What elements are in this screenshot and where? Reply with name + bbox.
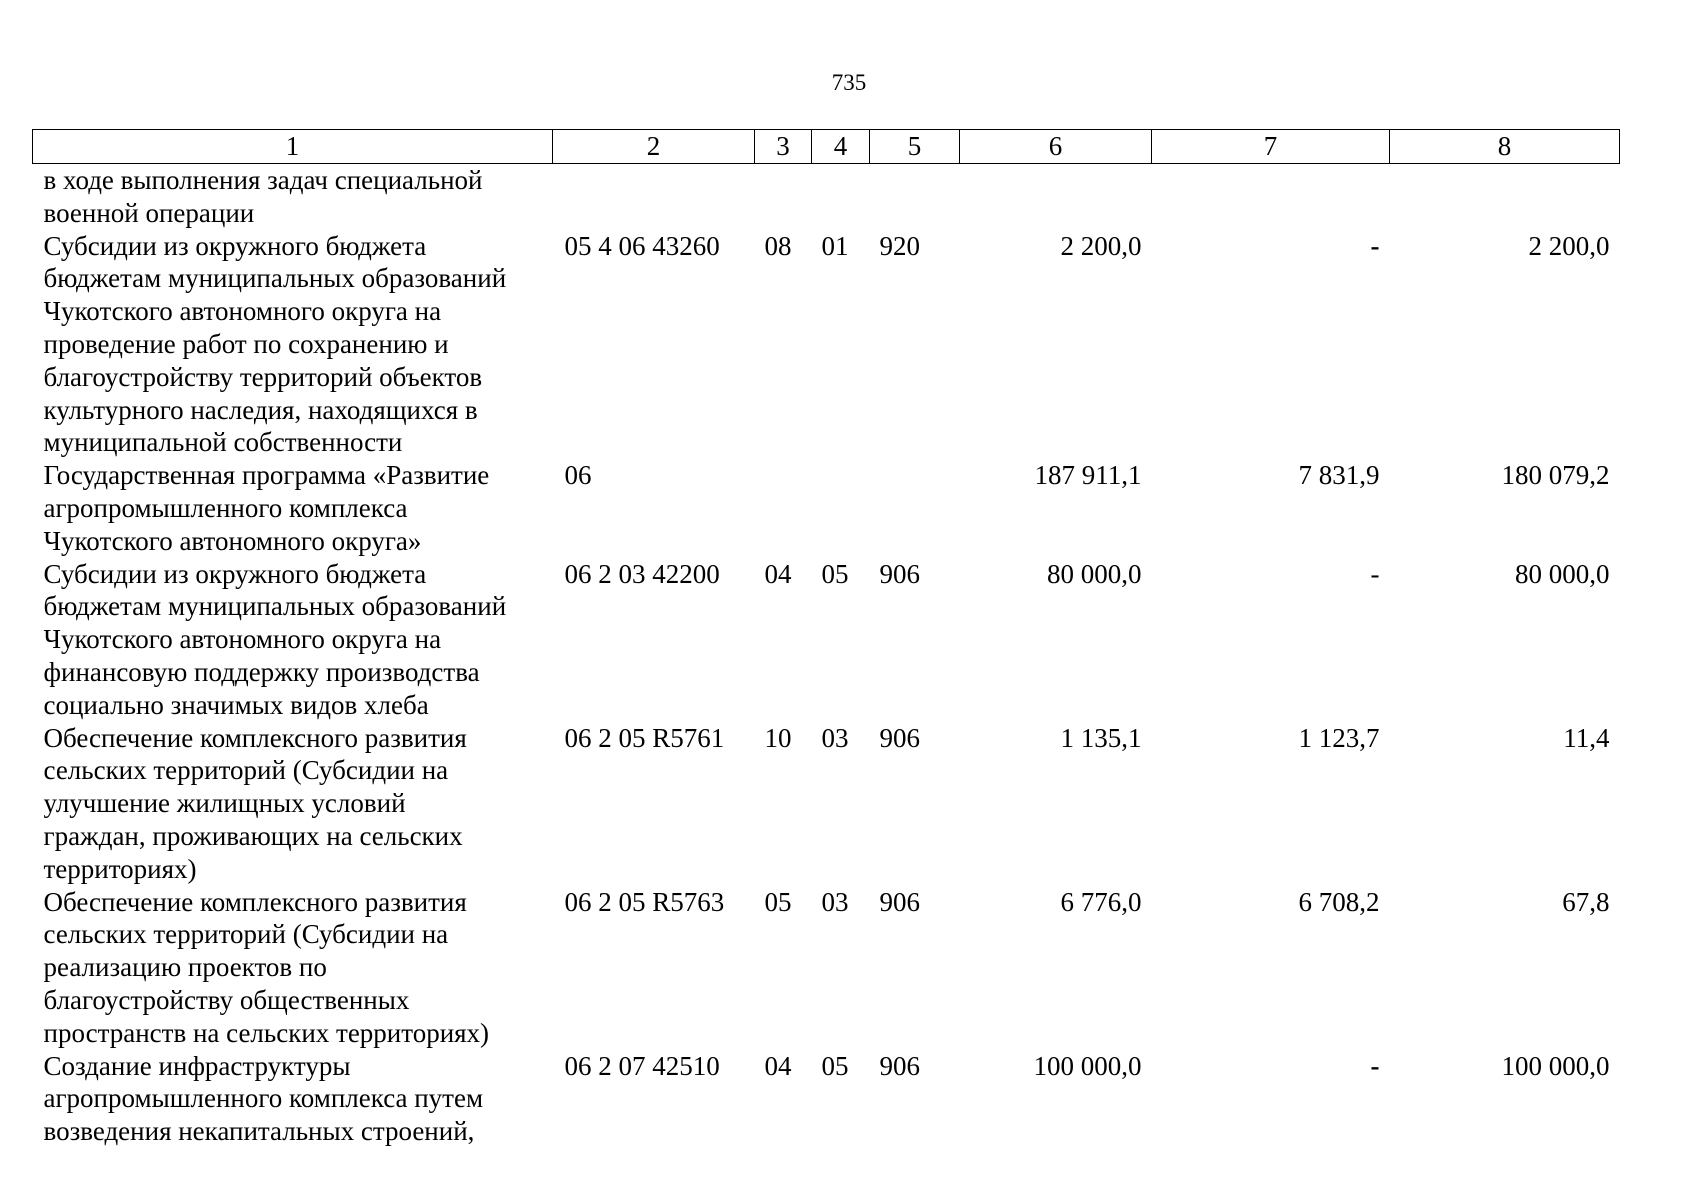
row-col-4: 01: [821, 230, 849, 261]
row-col-6: 80 000,0: [1047, 558, 1142, 589]
table-body: [33, 164, 1620, 1148]
row-col-5: [870, 164, 960, 230]
row-name: [33, 722, 553, 886]
row-code: 06 2 05 R5763: [564, 886, 725, 917]
row-name: [33, 230, 553, 460]
row-col-8: [1390, 164, 1620, 230]
header-col-4: 4: [812, 130, 870, 164]
header-col-7: 7: [1152, 130, 1390, 164]
header-col-3: 3: [755, 130, 812, 164]
row-name: [33, 164, 553, 230]
row-col-4: 03: [821, 722, 849, 753]
row-col-6: 1 135,1: [1060, 722, 1142, 753]
row-col-4: [812, 164, 870, 230]
row-col-5: 906: [879, 558, 920, 589]
row-col-5: 906: [879, 722, 920, 753]
row-col-6: 187 911,1: [1034, 460, 1142, 491]
row-col-8: 11,4: [1563, 722, 1610, 753]
row-col-3: 10: [764, 722, 792, 753]
row-name-text: Субсидии из окружного бюджета бюджетам муниципальных образований Чукотского автономного округа на финансовую поддержку производства социально значимых видов хлеба: [43, 558, 507, 720]
table-row: [33, 1050, 1620, 1148]
row-col-7: [1152, 164, 1390, 230]
row-name-text: Обеспечение комплексного развития сельских территорий (Субсидии на улучшение жилищных условий граждан, проживающих на сельских территориях): [43, 722, 467, 884]
row-code: 05 4 06 43260: [564, 230, 720, 261]
row-name-text: в ходе выполнения задач специальной военной операции: [43, 165, 483, 228]
row-name-text: Создание инфраструктуры агропромышленного комплекса путем возведения некапитальных строений,: [43, 1050, 484, 1147]
row-name: [33, 459, 553, 557]
row-col-3: 04: [764, 558, 792, 589]
row-col-8: 100 000,0: [1501, 1050, 1610, 1081]
row-col-4: [812, 459, 870, 557]
row-name-text: Государственная программа «Развитие агропромышленного комплекса Чукотского автономного округа»: [43, 460, 490, 556]
row-col-5: 906: [879, 1050, 920, 1081]
table-row: [33, 230, 1620, 460]
page-number: 735: [831, 70, 867, 95]
row-code: 06 2 03 42200: [564, 558, 720, 589]
header-col-2: 2: [553, 130, 755, 164]
table-header: [33, 130, 1620, 164]
row-name-text: Обеспечение комплексного развития сельских территорий (Субсидии на реализацию проектов по благоустройству общественных пространств на сельских территориях): [43, 886, 490, 1048]
row-col-4: 05: [821, 1050, 849, 1081]
table-row: [33, 722, 1620, 886]
row-code: [553, 164, 755, 230]
table-row: [33, 558, 1620, 722]
row-col-3: [755, 459, 812, 557]
row-col-4: 03: [821, 886, 849, 917]
row-name: [33, 886, 553, 1050]
row-col-8: 80 000,0: [1515, 558, 1610, 589]
row-col-7: -: [1370, 230, 1380, 261]
row-col-6: [960, 164, 1152, 230]
header-col-8: 8: [1390, 130, 1620, 164]
row-code: 06 2 07 42510: [564, 1050, 720, 1081]
row-col-3: 08: [764, 230, 792, 261]
row-name: [33, 1050, 553, 1148]
table-row: [33, 459, 1620, 557]
row-col-3: [755, 164, 812, 230]
table-row: [33, 886, 1620, 1050]
row-col-6: 100 000,0: [1033, 1050, 1142, 1081]
header-col-5: 5: [870, 130, 960, 164]
row-col-7: 1 123,7: [1298, 722, 1380, 753]
row-col-7: 7 831,9: [1298, 460, 1380, 491]
header-row: [33, 130, 1620, 164]
row-code: 06: [564, 460, 592, 491]
row-col-7: -: [1370, 558, 1380, 589]
row-col-8: 2 200,0: [1528, 230, 1610, 261]
row-col-5: [870, 459, 960, 557]
row-col-8: 180 079,2: [1501, 460, 1610, 491]
row-col-3: 05: [764, 886, 792, 917]
header-col-1: 1: [33, 130, 553, 164]
row-col-3: 04: [764, 1050, 792, 1081]
header-col-6: 6: [960, 130, 1152, 164]
row-name: [33, 558, 553, 722]
row-col-6: 6 776,0: [1060, 886, 1142, 917]
row-col-7: 6 708,2: [1298, 886, 1380, 917]
row-code: 06 2 05 R5761: [564, 722, 725, 753]
row-col-8: 67,8: [1562, 886, 1610, 917]
row-col-5: 920: [879, 230, 920, 261]
row-col-5: 906: [879, 886, 920, 917]
table-row: [33, 164, 1620, 230]
row-col-6: 2 200,0: [1060, 230, 1142, 261]
row-col-7: -: [1370, 1050, 1380, 1081]
row-col-4: 05: [821, 558, 849, 589]
row-name-text: Субсидии из окружного бюджета бюджетам муниципальных образований Чукотского автономного округа на проведение работ по сохранению и благоустройству территорий объектов культурного наследия, находящихся в муниципальной собственности: [43, 230, 507, 458]
budget-table: [32, 129, 1620, 1148]
